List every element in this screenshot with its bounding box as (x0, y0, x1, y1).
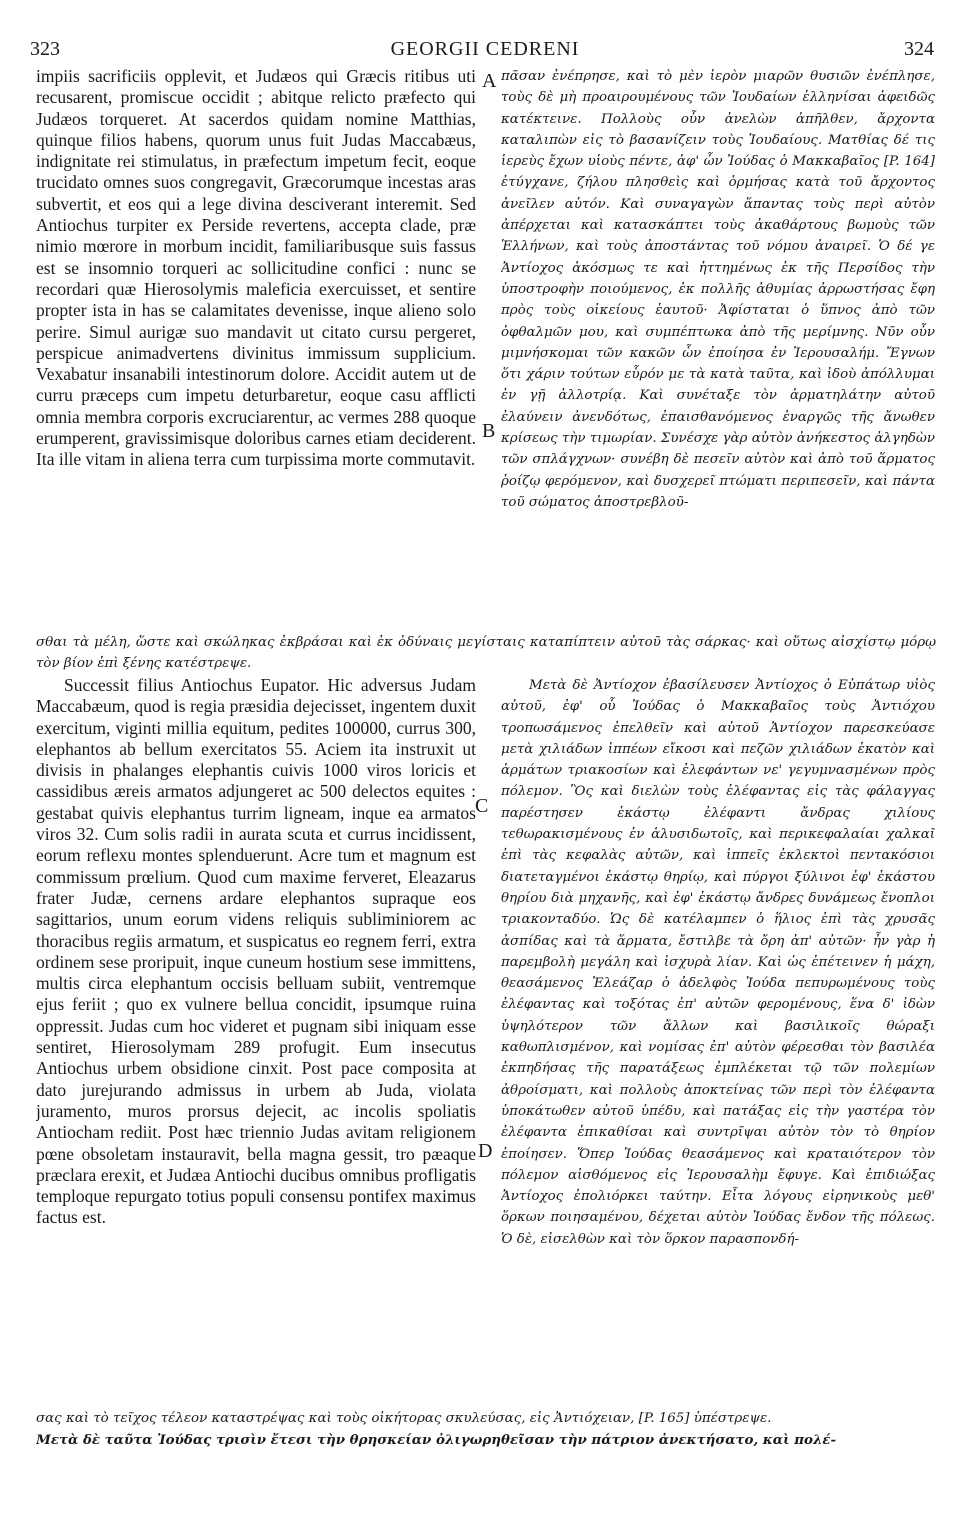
margin-marker-d: D (478, 1140, 493, 1162)
margin-marker-a: A (482, 70, 497, 92)
latin-paragraph-1: impiis sacrificiis opplevit, et Judæos qui Græcis ritibus uti recusarent, promiscue occidit ; abitque relicto præfecto qui Judæos torqueret. At sacerdos quidam nomine Matthias, quinque filios habens, quorum unus fuit Judas Maccabæus, indignitate rei stimulatus, in præfectum impetum fecit, eoque trucidato omnes suos congregavit, Græcorumque incestas aras subvertit, et eos qui a lege divina desciverant interemit. Sed Antiochus turpiter ex Perside revertens, accepta clade, præ nimio mœrore in morbum incidit, familiaribusque suis fassus est se insomnio torqueri ac sollicitudine confici : nunc se recordari quæ Hierosolymis maleficia exercuisset, et sentire propter ista in has se calamitates devenisse, inque alieno solo perire. Simul aurigæ suo mandavit ut citato cursu pergeret, perspicue animadvertens divinitus immissum supplicium. Vexabatur insanabili intestinorum dolore. Accidit autem ut de curru præceps cum impetu deturbaretur, eoque casu afflicti omnia membra corporis excruciarentur, ac vermes 288 quoque erumperent, gravissimisque doloribus carnes etiam deciderent. Ita ille vitam in aliena terra cum turpissima morte commutavit. (36, 66, 476, 470)
page-number-left: 323 (30, 38, 60, 60)
page-number-right: 324 (904, 38, 934, 60)
greek-continuation-3: Μετὰ δὲ ταῦτα Ἰούδας τρισὶν ἔτεσι τὴν θρησκείαν ὀλιγωρηθεῖσαν τὴν πάτριον ἀνεκτήσατο, καὶ πολέ- (36, 1432, 837, 1448)
margin-marker-c: C (475, 795, 489, 817)
greek-column-2 (501, 675, 935, 1407)
page-header (0, 20, 970, 70)
greek-continuation-2: σας καὶ τὸ τεῖχος τέλεον καταστρέψας καὶ τοὺς οἰκήτορας σκυλεύσας, εἰς Ἀντιόχειαν, [P. 165] ὑπέστρεψε. (36, 1411, 772, 1426)
latin-column-2 (36, 675, 476, 1407)
greek-paragraph-1: πᾶσαν ἐνέπρησε, καὶ τὸ μὲν ἱερὸν μιαρῶν θυσιῶν ἐνέπλησε, τοὺς δὲ μὴ προαιρουμένους τῶν Ἰουδαίων ἑλληνίσαι ἀφειδῶς κατέκτεινε. Πολλοὺς οὖν ἀνελὼν ἀπῆλθεν, ἄρχοντα καταλιπὼν εἰς τὸ βασανίζειν τοὺς Ἰουδαίους. Ματθίας δέ τις ἱερεὺς ἔχων υἱοὺς πέντε, ἀφ' ὧν Ἰούδας ὁ Μακκαβαῖος [P. 164] ἐτύγχανε, ζήλου πλησθεὶς καὶ ὁρμήσας κατὰ τοῦ ἄρχοντος ἀνεῖλεν αὐτόν. Καὶ συναγαγὼν ἅπαντας τοὺς περὶ αὐτὸν ἀπέρχεται καὶ κατασκάπτει τοὺς ἀκαθάρτους βωμοὺς τῶν Ἑλλήνων, καὶ τοὺς ἀποστάντας τοῦ νόμου ἀναιρεῖ. Ὁ δέ γε Ἀντίοχος ἀκόσμως τε καὶ ἡττημένως ἐκ τῆς Περσίδος τὴν ὑποστροφὴν ποιούμενος, ἐκ πολλῆς ἀθυμίας ἀρρωστήσας ἔφη πρὸς τοὺς οἰκείους ἑαυτοῦ· Ἀφίσταται ὁ ὕπνος ἀπὸ τῶν ὀφθαλμῶν μου, καὶ συμπέπτωκα ἀπὸ τῆς μερίμνης. Νῦν οὖν μιμνήσκομαι τῶν κακῶν ὧν ἐποίησα ἐν Ἱερουσαλήμ. Ἔγνων ὅτι χάριν τούτων εὗρόν με τὰ κατὰ ταῦτα, καὶ ἰδοὺ ἀπόλλυμαι ἐν γῇ ἀλλοτρίᾳ. Καὶ συνέταξε τὸν ἁρματηλάτην αὐτοῦ ἐλαύνειν ἀνενδότως, ἐπαισθανόμενος ἐναργῶς τῆς ἄνωθεν κρίσεως τὴν τιμωρίαν. Συνέσχε γὰρ αὐτὸν ἀνήκεστος ἀλγηδὼν τῶν σπλάγχνων· συνέβη δὲ πεσεῖν αὐτὸν καὶ ἀπὸ τοῦ ἅρματος ῥοίζῳ φερόμενον, καὶ δυσχερεῖ πτώματι περιπεσεῖν, καὶ πάντα τοῦ σώματος ἀποστρεβλοῦ- (501, 69, 935, 510)
latin-paragraph-2: Successit filius Antiochus Eupator. Hic adversus Judam Maccabæum, quod is regia præsidia dejecisset, ingentem duxit exercitum, viginti millia equitum, pedites 100000, currus 300, elephantos ab bellum exercitatos 55. Aciem ita instruxit ut divisis in phalanges elephantis cuivis 1000 viros loricis et cassidibus æreis armatos adjungeret ac 500 delectos equites : gestabat quivis elephantus turrim ligneam, inque ea armatos viros 32. Cum solis radii in aurata scuta et currus incidissent, eorum reflexu montes splenduerunt. Acre tum et magnum est commissum prœlium. Quod cum maxime ferveret, Eleazarus frater Judæ, cernens ardare elephantos supraque eos sagittarios, unum eorum videns reliquis subliminiorem ac thoracibus regiis armatum, et suspicatus eo regnem ferri, extra ordinem sese proripuit, inque cuneum hostium sese immittens, multis circa elephantum occisis belluam subiit, ventremque ejus feriit ; quo ex vulnere bellua concidit, ipsumque ruina oppressit. Judas cum hoc videret et pugnam sibi iniquam esse sentiret, Hierosolymam 289 profugit. Eum insecutus Antiochus urbem obsidione cinxit. Post pace composita at dato jurejurando admissus in urbem ab Juda, violata juramento, muros prorsus dejecit, ac incolis spoliatis Antiocham rediit. Post hæc triennio Judas avitam religionem pœne obsoletam instauravit, bella magna gessit, tro pæaque præclara erexit, et Judæa Antiochi ducibus omnibus profligatis temploque repurgato totius populi consensu pontifex maximus factus est. (36, 675, 476, 1228)
margin-marker-b: B (482, 420, 496, 442)
running-title: GEORGII CEDRENI (390, 38, 580, 60)
greek-paragraph-2: Μετὰ δὲ Ἀντίοχον ἐβασίλευσεν Ἀντίοχος ὁ Εὐπάτωρ υἱὸς αὐτοῦ, ἐφ' οὗ Ἰούδας ὁ Μακκαβαῖος τοὺς Ἀντιόχου τροπωσάμενος ἐπελθεῖν καὶ αὐτοῦ Ἀντίοχον παρεσκεύασε μετὰ χιλιάδων ἱππέων εἴκοσι καὶ πεζῶν χιλιάδων ἑκατὸν καὶ ἁρμάτων τριακοσίων καὶ ἐλεφάντων νε' γεγυμνασμένων πρὸς πόλεμον. Ὃς καὶ διελὼν τοὺς ἐλέφαντας εἰς τὰς φάλαγγας παρέστησεν ἑκάστῳ ἐλέφαντι ἄνδρας χιλίους τεθωρακισμένους ἐν ἁλυσιδωτοῖς, καὶ περικεφαλαίαι χαλκαῖ ἐπὶ τὰς κεφαλὰς αὐτῶν, καὶ ἱππεῖς ἐκλεκτοὶ πεντακόσιοι διατεταγμένοι ἑκάστῳ θηρίῳ, καὶ πύργοι ξύλινοι ἐφ' ἑκάστου θηρίου διὰ μηχανῆς, καὶ ἐφ' ἑκάστῳ ἄνδρες δυνάμεως ἔνοπλοι τριακονταδύο. Ὡς δὲ κατέλαμπεν ὁ ἥλιος ἐπὶ τὰς χρυσᾶς ἀσπίδας καὶ τὰ ἅρματα, ἔστιλβε τὰ ὄρη ἀπ' αὐτῶν· ἦν γὰρ ἡ παρεμβολὴ μεγάλη καὶ ἰσχυρὰ λίαν. Καὶ ὡς ἐπέτεινεν ἡ μάχη, θεασάμενος Ἐλεάζαρ ὁ ἀδελφὸς Ἰούδα πεπυρωμένους τοὺς ἐλέφαντας καὶ τοξότας ἐπ' αὐτῶν φερομένους, ἕνα δ' ἰδὼν ὑψηλότερον τῶν ἄλλων καὶ βασιλικοῖς θώραξι καθωπλισμένον, καὶ νομίσας ἐπ' αὐτὸν φέρεσθαι τὸν βασιλέα ἐκπηδήσας τῆς παρατάξεως ἐμπλέκεται τῷ τῶν πολεμίων ἀθροίσματι, καὶ πολλοὺς ἀποκτείνας τῶν περὶ τὸν ἐλέφαντα ὑποκάτωθεν αὐτοῦ ὑπέδυ, καὶ πατάξας εἰς τὴν γαστέρα τὸν ἐλέφαντα ἐπικαθίσαι καὶ συντρῖψαι αὐτὸν τὸν τὸ θηρίον ἐποίησεν. Ὅπερ Ἰούδας θεασάμενος καὶ κραταιότερον τὸν πόλεμον αἰσθόμενος εἰς Ἱερουσαλὴμ ἔφυγε. Καὶ ἐπιδιώξας Ἀντίοχος ἐπολιόρκει ταύτην. Εἶτα λόγους εἰρηνικοὺς μεθ' ὅρκων ποιησαμένου, δέχεται αὐτὸν Ἰούδας ἔνδον τῆς πόλεως. Ὁ δὲ, εἰσελθὼν καὶ τὸν ὅρκον παρασπονδή- (501, 678, 935, 1247)
latin-column-1 (36, 66, 476, 631)
greek-continuation-1: σθαι τὰ μέλη, ὥστε καὶ σκώληκας ἐκβράσαι καὶ ἐκ ὀδύναις μεγίσταις καταπίπτειν αὐτοῦ τὰς σάρκας· καὶ οὕτως αἰσχίστῳ μόρῳ τὸν βίον ἐπὶ ξένης κατέστρεψε. (36, 635, 936, 672)
greek-column-1 (501, 66, 935, 631)
